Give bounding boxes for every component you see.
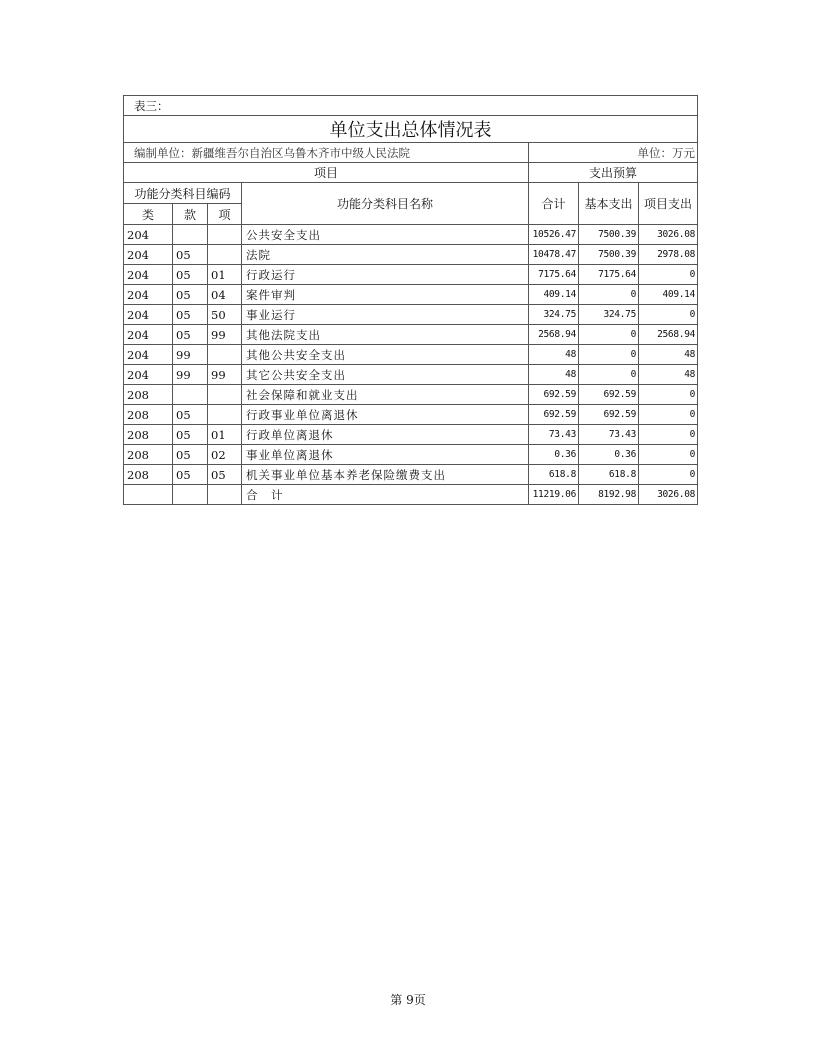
cell-kuan [173,225,208,245]
cell-kuan: 99 [173,345,208,365]
cell-total: 48 [529,365,579,385]
cell-basic: 0 [579,365,639,385]
cell-project: 0 [639,465,698,485]
expenditure-table [123,95,698,505]
cell-total: 7175.64 [529,265,579,285]
cell-name: 社会保障和就业支出 [242,385,529,405]
cell-kuan: 05 [173,285,208,305]
cell-xiang: 02 [208,445,242,465]
cell-project: 409.14 [639,285,698,305]
cell-kuan: 05 [173,405,208,425]
table-row [124,405,698,425]
table-row [124,365,698,385]
cell-basic: 618.8 [579,465,639,485]
cell-project: 0 [639,405,698,425]
cell-xiang: 50 [208,305,242,325]
cell-project: 0 [639,265,698,285]
cell-kuan: 05 [173,245,208,265]
cell-lei: 204 [124,345,173,365]
header-budget: 支出预算 [529,163,698,183]
cell-lei: 204 [124,245,173,265]
compiling-unit: 编制单位：新疆维吾尔自治区乌鲁木齐市中级人民法院 [124,143,529,163]
cell-total: 0.36 [529,445,579,465]
cell-lei: 208 [124,385,173,405]
cell-total: 409.14 [529,285,579,305]
cell-project: 0 [639,385,698,405]
cell-name: 行政事业单位离退休 [242,405,529,425]
cell-lei: 208 [124,405,173,425]
cell-xiang: 99 [208,365,242,385]
cell-kuan: 05 [173,425,208,445]
cell-lei: 204 [124,365,173,385]
total-basic: 8192.98 [579,485,639,505]
cell-name: 其它公共安全支出 [242,365,529,385]
cell-total: 692.59 [529,385,579,405]
cell-xiang: 04 [208,285,242,305]
table-label: 表三： [124,96,698,116]
cell-total: 10478.47 [529,245,579,265]
header-lei: 类 [124,204,173,225]
cell-name: 行政运行 [242,265,529,285]
header-basic: 基本支出 [579,183,639,225]
total-project: 3026.08 [639,485,698,505]
cell-name: 事业运行 [242,305,529,325]
table-row [124,385,698,405]
cell-total: 324.75 [529,305,579,325]
cell-xiang: 01 [208,425,242,445]
cell-kuan: 05 [173,305,208,325]
cell-total: 73.43 [529,425,579,445]
currency-unit: 单位：万元 [529,143,698,163]
header-xiang: 项 [208,204,242,225]
cell-basic: 73.43 [579,425,639,445]
table-row [124,345,698,365]
cell-project: 2978.08 [639,245,698,265]
cell-kuan: 05 [173,445,208,465]
header-name: 功能分类科目名称 [242,183,529,225]
cell-lei: 204 [124,285,173,305]
cell-basic: 0 [579,285,639,305]
cell-lei: 208 [124,445,173,465]
header-kuan: 款 [173,204,208,225]
cell-total: 2568.94 [529,325,579,345]
cell-name: 行政单位离退休 [242,425,529,445]
cell-project: 0 [639,425,698,445]
cell-name: 机关事业单位基本养老保险缴费支出 [242,465,529,485]
cell-kuan [173,385,208,405]
table-row [124,305,698,325]
cell-lei: 204 [124,265,173,285]
budget-table-sheet [123,95,697,505]
cell-basic: 7500.39 [579,245,639,265]
cell-project: 2568.94 [639,325,698,345]
empty-cell [208,485,242,505]
cell-name: 公共安全支出 [242,225,529,245]
cell-xiang [208,405,242,425]
header-project: 项目支出 [639,183,698,225]
cell-xiang [208,245,242,265]
table-row [124,225,698,245]
cell-total: 10526.47 [529,225,579,245]
table-row [124,445,698,465]
header-item: 项目 [124,163,529,183]
total-row [124,485,698,505]
table-row [124,425,698,445]
cell-xiang: 01 [208,265,242,285]
cell-name: 法院 [242,245,529,265]
cell-basic: 0 [579,345,639,365]
cell-lei: 204 [124,225,173,245]
total-sum: 11219.06 [529,485,579,505]
cell-project: 48 [639,345,698,365]
cell-project: 0 [639,445,698,465]
cell-basic: 0 [579,325,639,345]
cell-lei: 204 [124,305,173,325]
cell-kuan: 05 [173,265,208,285]
cell-basic: 692.59 [579,405,639,425]
empty-cell [124,485,173,505]
cell-kuan: 05 [173,325,208,345]
total-label: 合 计 [242,485,529,505]
cell-total: 692.59 [529,405,579,425]
cell-name: 事业单位离退休 [242,445,529,465]
cell-project: 48 [639,365,698,385]
cell-project: 3026.08 [639,225,698,245]
cell-xiang [208,345,242,365]
header-code-group: 功能分类科目编码 [124,183,242,204]
cell-basic: 0.36 [579,445,639,465]
cell-xiang: 99 [208,325,242,345]
cell-project: 0 [639,305,698,325]
table-row [124,465,698,485]
table-row [124,285,698,305]
cell-lei: 204 [124,325,173,345]
cell-xiang [208,385,242,405]
cell-xiang [208,225,242,245]
cell-name: 其他公共安全支出 [242,345,529,365]
table-row [124,245,698,265]
header-total: 合计 [529,183,579,225]
cell-basic: 324.75 [579,305,639,325]
table-row [124,325,698,345]
cell-lei: 208 [124,425,173,445]
page-number: 第 9页 [390,993,426,1007]
cell-name: 其他法院支出 [242,325,529,345]
table-title: 单位支出总体情况表 [124,116,698,143]
cell-basic: 7500.39 [579,225,639,245]
cell-xiang: 05 [208,465,242,485]
cell-total: 618.8 [529,465,579,485]
empty-cell [173,485,208,505]
cell-basic: 7175.64 [579,265,639,285]
cell-kuan: 99 [173,365,208,385]
cell-name: 案件审判 [242,285,529,305]
cell-kuan: 05 [173,465,208,485]
cell-total: 48 [529,345,579,365]
cell-lei: 208 [124,465,173,485]
table-row [124,265,698,285]
cell-basic: 692.59 [579,385,639,405]
